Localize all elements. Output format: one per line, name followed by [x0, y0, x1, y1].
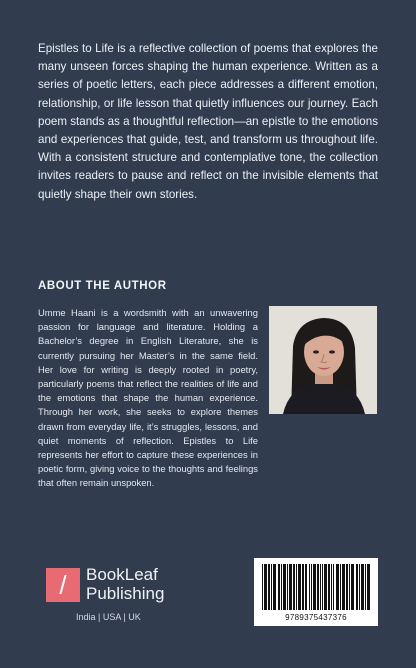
publisher-locations: India | USA | UK — [76, 612, 141, 622]
barcode-bar — [289, 564, 292, 610]
barcode-bar — [359, 564, 360, 610]
barcode-bars — [260, 564, 372, 610]
author-bio: Umme Haani is a wordsmith with an unwavering passion for language and literature. Holding a Bachelor’s degree in English Literature, she is currently pursuing her Master’s in the same field. Her love for writing is deeply rooted in poetry, particularly poems that reflect the realities of life and the emotions that shape the human experience. Through her work, she seeks to explore themes drawn from everyday life, it’s struggles, lessons, and quiet moments of reflection. Epistles to Life represents her effort to capture these experiences in poetic form, giving voice to the thoughts and feelings that often remain unspoken. — [38, 307, 258, 489]
barcode-bar — [349, 564, 350, 610]
barcode-bar — [268, 564, 270, 610]
barcode-bar — [317, 564, 319, 610]
barcode-bar — [361, 564, 364, 610]
barcode-bar — [283, 564, 286, 610]
barcode-bar — [331, 564, 332, 610]
barcode-bar — [273, 564, 276, 610]
isbn-number: 9789375437376 — [285, 613, 347, 622]
barcode-bar — [278, 564, 280, 610]
barcode-bar — [287, 564, 288, 610]
barcode-bar — [322, 564, 323, 610]
publisher-name-line2: Publishing — [86, 584, 165, 603]
publisher-logo — [46, 566, 196, 626]
barcode-bar — [333, 564, 334, 610]
publisher-slash-mark: / — [46, 568, 80, 602]
barcode-bar — [305, 564, 307, 610]
barcode-bar — [262, 564, 263, 610]
barcode-bar — [340, 564, 341, 610]
barcode-bar — [351, 564, 354, 610]
barcode-bar — [271, 564, 272, 610]
author-portrait-illustration — [269, 306, 377, 414]
barcode-bar — [365, 564, 366, 610]
barcode-bar — [313, 564, 316, 610]
book-blurb: Epistles to Life is a reflective collection of poems that explores the many unseen forces shaping the human experience. Written as a series of poetic letters, each piece addresses a different emotion, relationship, or life lesson that quietly influences our journey. Each poem stands as a thoughtful reflection—an epistle to the emotions and experiences that guide, test, and transform us throughout life. With a consistent structure and contemplative tone, the collection invites readers to pause and reflect on the invisible elements that quietly shape their own stories. — [38, 42, 378, 201]
barcode-bar — [293, 564, 295, 610]
barcode-bar — [320, 564, 321, 610]
barcode-bar — [342, 564, 345, 610]
author-photo — [269, 306, 377, 414]
isbn-barcode — [254, 558, 378, 626]
barcode-bar — [264, 564, 267, 610]
barcode-bar — [328, 564, 330, 610]
barcode-bar — [309, 564, 310, 610]
barcode-bar — [336, 564, 339, 610]
publisher-name-line1: BookLeaf — [86, 565, 158, 584]
barcode-bar — [296, 564, 297, 610]
barcode-bar — [302, 564, 304, 610]
barcode-bar — [311, 564, 312, 610]
about-author-heading: ABOUT THE AUTHOR — [38, 280, 167, 292]
barcode-bar — [367, 564, 370, 610]
barcode-bar — [346, 564, 348, 610]
barcode-bar — [281, 564, 282, 610]
barcode-bar — [356, 564, 358, 610]
barcode-bar — [298, 564, 301, 610]
barcode-bar — [324, 564, 327, 610]
